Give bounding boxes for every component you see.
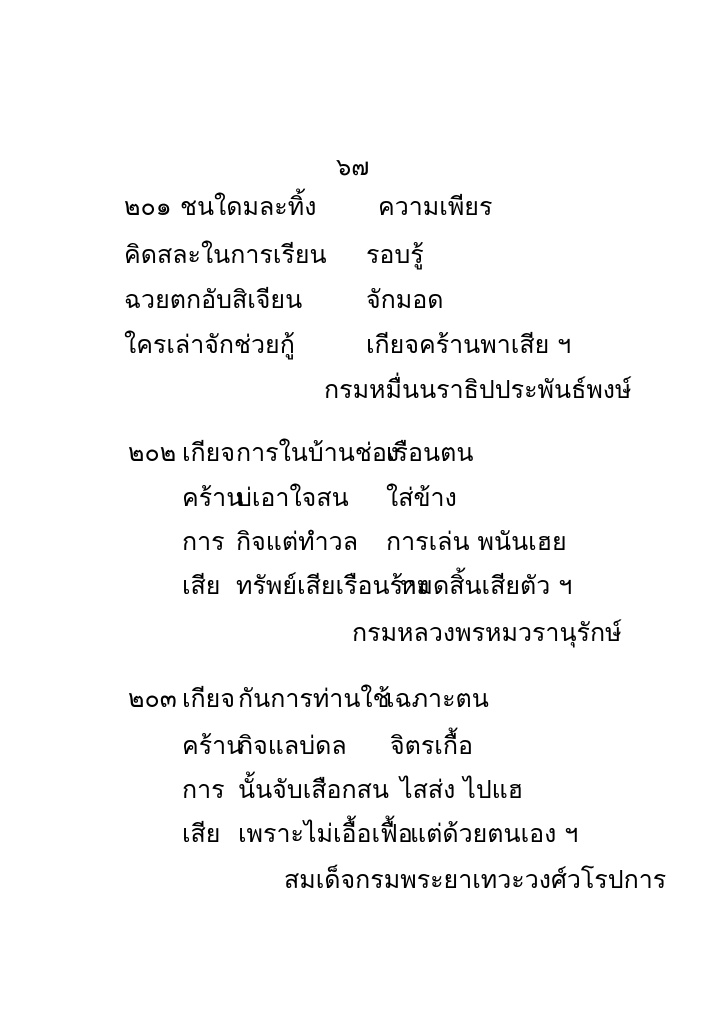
poem-line-left: คิดสละในการเรียน [124,240,327,269]
poem-line-right: ใส่ข้าง [386,483,457,512]
poem-line-mid: การในบ้านช่อง [236,438,400,467]
poem-line-left: ใครเล่าจักช่วยกู้ [124,330,295,359]
poem-line-right: ไสส่ง ไปแฮ [400,775,524,804]
poem-number: ๒๐๓ [128,684,177,713]
poem-line-right: เรือนตน [386,438,474,467]
poem-line-right: จิตรเกื้อ [390,731,474,760]
poem-line-mid: นั้นจับเสือกสน [238,775,390,804]
poem-line-left: ชนใดมละทิ้ง [180,192,317,221]
poem-line-mid: กิจแต่ทำวล [236,527,359,556]
poem-line-right: หมดสิ้นเสียตัว ฯ [400,571,573,600]
poem-line-right: ความเพียร [378,192,493,221]
poem-number: ๒๐๑ [124,192,172,221]
poem-line-right: เกียจคร้านพาเสีย ฯ [366,330,572,359]
poem-line-head: การ [182,775,225,804]
poem-line-right: การเล่น พนันเฮย [386,527,567,556]
poem-line-head: การ [182,527,225,556]
poem-line-mid: บ่เอาใจสน [236,483,349,512]
poem-line-head: เกียจ [182,438,235,467]
poem-author: กรมหลวงพรหมวรานุรักษ์ [352,618,622,647]
poem-line-mid: ทรัพย์เสียเรือนร้าง [236,571,430,600]
page-number: ๖๗ [336,153,370,181]
poem-author: สมเด็จกรมพระยาเทวะวงศ์วโรปการ [284,865,667,894]
poem-line-head: คร้าน [182,483,244,512]
poem-line-mid: เพราะไม่เอื้อเฟื้อ [238,819,413,848]
poem-line-mid: กันการท่านใช้ [238,684,390,713]
poem-number: ๒๐๒ [128,438,177,467]
poem-line-right: เฉภาะตน [386,684,489,713]
poem-author: กรมหมื่นนราธิปประพันธ์พงษ์ [324,375,632,404]
poem-line-mid: กิจแลบ่ดล [238,731,347,760]
poem-line-head: เกียจ [182,684,235,713]
poem-line-head: เสีย [182,571,221,600]
poem-line-right: จักมอด [366,285,444,314]
poem-line-head: คร้าน [182,731,244,760]
poem-line-right: แต่ด้วยตนเอง ฯ [410,819,579,848]
poem-line-left: ฉวยตกอับสิเจียน [124,285,303,314]
poem-line-right: รอบรู้ [366,240,424,269]
poem-line-head: เสีย [182,819,221,848]
